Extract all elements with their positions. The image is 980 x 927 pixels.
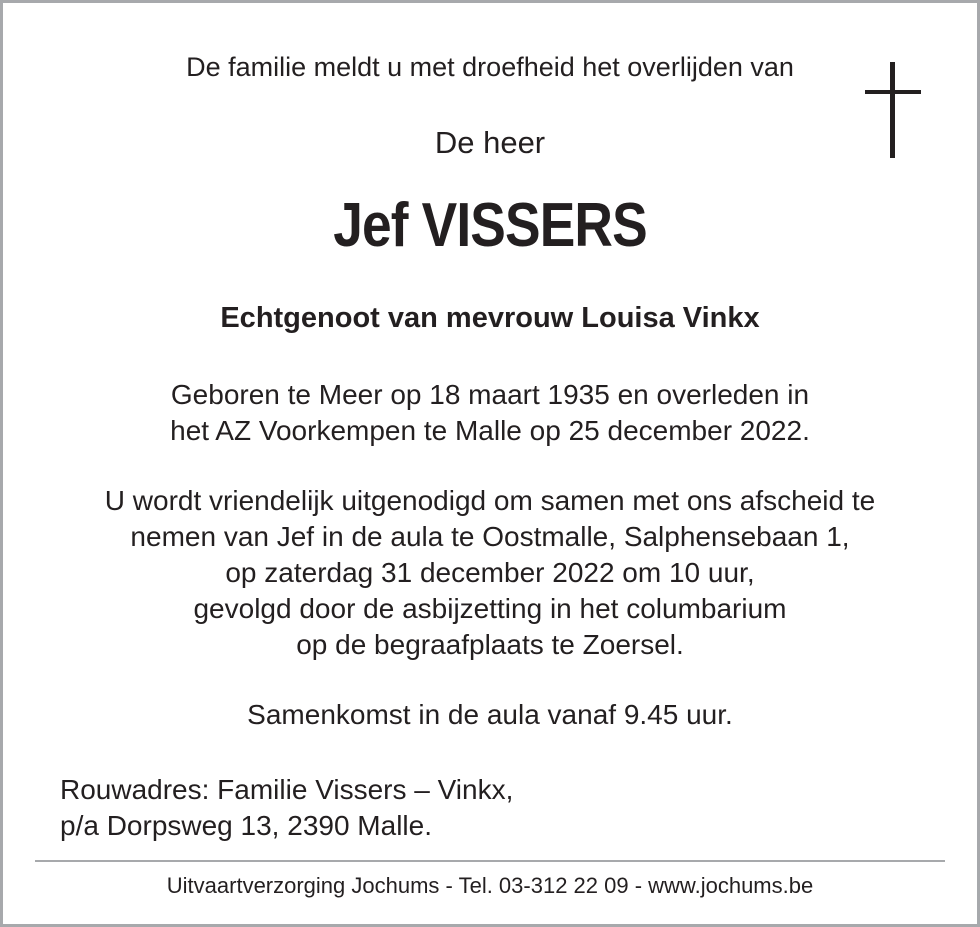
cross-horizontal-bar	[865, 90, 921, 94]
address-line-1: Rouwadres: Familie Vissers – Vinkx,	[60, 774, 514, 805]
mourning-address	[60, 772, 513, 844]
intro-text: De familie meldt u met droefheid het overlijden van	[186, 52, 794, 82]
birth-line-1: Geboren te Meer op 18 maart 1935 en overleden in	[170, 379, 810, 410]
footer-divider	[35, 860, 945, 862]
invitation-paragraph	[0, 483, 980, 663]
honorific-title: De heer	[434, 125, 546, 160]
funeral-home-footer: Uitvaartverzorging Jochums - Tel. 03-312 22 09 - www.jochums.be	[166, 873, 814, 898]
invitation-line-5: op de begraafplaats te Zoersel.	[296, 629, 684, 660]
spouse-line: Echtgenoot van mevrouw Louisa Vinkx	[220, 302, 760, 334]
invitation-line-2: nemen van Jef in de aula te Oostmalle, Salphensebaan 1,	[130, 521, 850, 552]
invitation-line-4: gevolgd door de asbijzetting in het columbarium	[193, 593, 787, 624]
birth-death-paragraph	[0, 377, 980, 449]
invitation-line-1: U wordt vriendelijk uitgenodigd om samen met ons afscheid te	[104, 485, 876, 516]
gathering-line: Samenkomst in de aula vanaf 9.45 uur.	[247, 699, 733, 730]
deceased-name: Jef VISSERS	[333, 191, 647, 260]
address-line-2: p/a Dorpsweg 13, 2390 Malle.	[60, 810, 432, 841]
invitation-line-3: op zaterdag 31 december 2022 om 10 uur,	[225, 557, 755, 588]
birth-line-2: het AZ Voorkempen te Malle op 25 december 2022.	[170, 415, 810, 446]
